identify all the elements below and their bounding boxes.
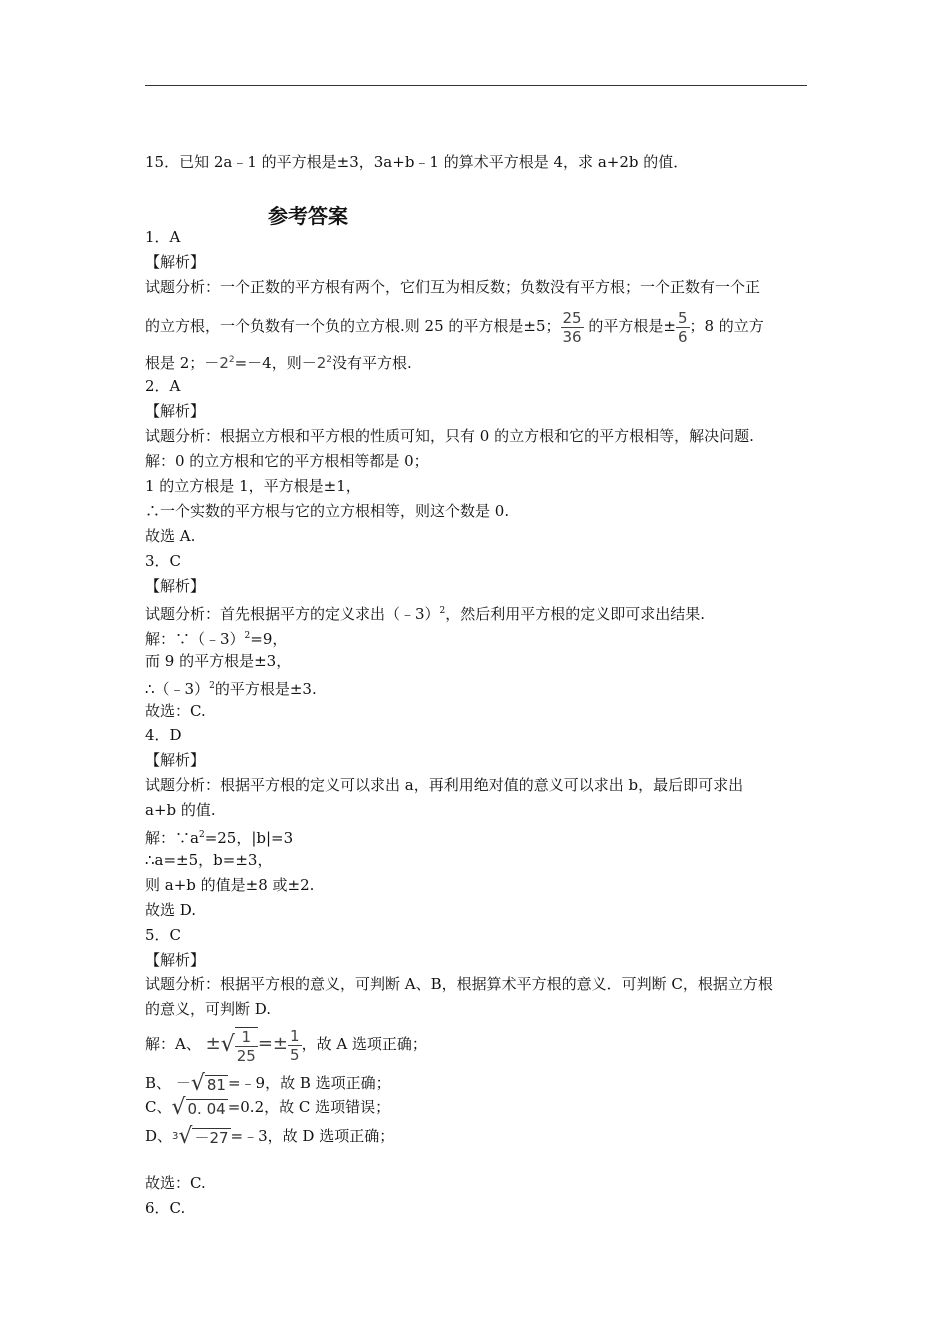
answer-5-option-a	[145, 1022, 427, 1068]
fraction-25-36	[561, 309, 584, 346]
answer-1-line-2c: ；8 的立方	[689, 317, 764, 335]
question-15: 15．已知 2a﹣1 的平方根是±3，3a+b﹣1 的算术平方根是 4，求 a+2b 的值．	[145, 153, 689, 171]
fraction-5-6	[676, 309, 690, 346]
answer-1-line-1: 试题分析：一个正数的平方根有两个，它们互为相反数；负数没有平方根；一个正数有一个正	[145, 278, 761, 296]
answer-1-line-3	[145, 350, 412, 373]
cube-root-neg-27	[172, 1123, 231, 1152]
exponent: 2	[209, 681, 215, 691]
minus-sign: －	[175, 1074, 191, 1092]
answer-5-option-c	[145, 1095, 390, 1121]
sqrt-1-25	[221, 1023, 258, 1068]
exponent: 2	[198, 830, 205, 840]
answer-3-line-2b: =9，	[250, 630, 288, 648]
answer-2-tag: 【解析】	[145, 402, 206, 420]
answer-3-line-3: 而 9 的平方根是±3，	[145, 652, 292, 670]
option-a-label: 解：A、	[145, 1035, 201, 1053]
answer-4-line-1: 试题分析：根据平方根的定义可以求出 a，再利用绝对值的意义可以求出 b，最后即可求出	[145, 776, 744, 794]
equals-plus-minus: =±	[257, 1033, 289, 1054]
option-b-text: =﹣9，故 B 选项正确；	[227, 1074, 391, 1092]
root-index: 3	[172, 1130, 179, 1142]
radicand: 81	[206, 1075, 226, 1094]
answer-1-line-2a: 的立方根，一个负数有一个负的立方根.则 25 的平方根是±5；	[145, 317, 561, 335]
header-rule	[145, 85, 807, 86]
answer-3-line-4	[145, 676, 317, 699]
answer-1-line-2	[145, 306, 764, 346]
exponent: 2	[439, 606, 446, 616]
fraction-numerator: 25	[562, 308, 582, 327]
answer-1-line-3c: 没有平方根.	[332, 354, 412, 372]
power-exponent: 2	[326, 355, 332, 365]
option-d-text: =﹣3，故 D 选项正确；	[230, 1127, 395, 1145]
answer-3-line-1	[145, 601, 705, 624]
answer-5-number: 5．C	[145, 926, 182, 944]
answer-3-line-2	[145, 626, 287, 649]
radicand: 0. 04	[187, 1099, 226, 1118]
answer-2-line-4: ∴一个实数的平方根与它的立方根相等，则这个数是 0.	[145, 502, 510, 520]
fraction-1-25	[235, 1027, 258, 1065]
fraction-1-5	[288, 1027, 302, 1064]
fraction-denominator: 6	[677, 327, 688, 346]
answer-3-line-1a: 试题分析：首先根据平方的定义求出（﹣3）	[145, 605, 440, 623]
answer-4-line-3a: 解：∵a	[145, 829, 199, 847]
answer-5-line-1: 试题分析：根据平方根的意义，可判断 A、B，根据算术平方根的意义．可判断 C，根据立方根	[145, 975, 773, 993]
answer-4-line-4: ∴a=±5，b=±3，	[145, 851, 273, 869]
power-base: 2	[219, 354, 229, 372]
answer-1-number: 1．A	[145, 228, 181, 246]
answer-2-line-2: 解：0 的立方根和它的平方根相等都是 0；	[145, 452, 429, 470]
power-exponent: 2	[228, 355, 235, 365]
answer-5-line-2: 的意义，可判断 D.	[145, 1000, 272, 1018]
answer-3-line-4b: 的平方根是±3.	[214, 680, 317, 698]
answer-5-line-7: 故选：C.	[145, 1174, 206, 1192]
plus-minus: ±	[205, 1033, 221, 1054]
answer-3-line-5: 故选：C.	[145, 702, 206, 720]
answer-4-line-3b: =25，|b|=3	[204, 829, 294, 847]
answer-3-line-4a: ∴（﹣3）	[145, 680, 210, 698]
fraction-denominator: 5	[290, 1045, 300, 1064]
answer-4-line-5: 则 a+b 的值是±8 或±2.	[145, 876, 315, 894]
answer-3-tag: 【解析】	[145, 577, 206, 595]
answer-4-tag: 【解析】	[145, 751, 206, 769]
fraction-numerator: 5	[677, 308, 688, 327]
fraction-denominator: 36	[562, 327, 582, 346]
fraction-numerator: 1	[235, 1028, 258, 1047]
answer-4-line-6: 故选 D.	[145, 901, 197, 919]
answer-title: 参考答案	[268, 204, 348, 228]
exponent: 2	[244, 631, 251, 641]
radicand: －27	[194, 1128, 229, 1147]
answer-5-tag: 【解析】	[145, 951, 206, 969]
answer-1-line-3a: 根是 2；－	[145, 354, 220, 372]
answer-4-number: 4．D	[145, 726, 182, 744]
answer-2-line-3: 1 的立方根是 1，平方根是±1，	[145, 477, 361, 495]
option-d-label: D、	[145, 1127, 173, 1145]
answer-3-line-2a: 解：∵（﹣3）	[145, 630, 245, 648]
answer-3-number: 3．C	[145, 552, 182, 570]
option-a-text: ，故 A 选项正确；	[301, 1035, 427, 1053]
answer-4-line-3	[145, 825, 293, 848]
fraction-denominator: 25	[236, 1047, 256, 1065]
power-base: 2	[316, 354, 327, 372]
answer-2-number: 2．A	[145, 377, 181, 395]
answer-6-number: 6．C.	[145, 1199, 186, 1217]
sqrt-81	[191, 1072, 228, 1097]
answer-2-line-5: 故选 A.	[145, 527, 196, 545]
fraction-numerator: 1	[290, 1026, 300, 1045]
radical-icon: √	[190, 1070, 205, 1096]
radical-icon: √	[220, 1031, 235, 1057]
answer-2-line-1: 试题分析：根据立方根和平方根的性质可知，只有 0 的立方根和它的平方根相等，解决问题.	[145, 427, 754, 445]
radical-icon: √	[178, 1123, 193, 1149]
option-c-text: =0.2，故 C 选项错误；	[227, 1098, 391, 1116]
answer-1-tag: 【解析】	[145, 253, 206, 271]
sqrt-0-04	[171, 1096, 227, 1121]
answer-4-line-2: a+b 的值.	[145, 801, 216, 819]
option-c-label: C、	[145, 1098, 172, 1116]
radical-icon: √	[171, 1094, 186, 1120]
answer-5-option-d	[145, 1122, 394, 1152]
answer-1-line-2b: 的平方根是±	[583, 317, 676, 335]
option-b-label: B、	[145, 1074, 172, 1092]
answer-3-line-1b: ，然后利用平方根的定义即可求出结果.	[445, 605, 706, 623]
answer-1-line-3b: =－4，则－	[234, 354, 317, 372]
answer-5-option-b	[145, 1071, 391, 1097]
